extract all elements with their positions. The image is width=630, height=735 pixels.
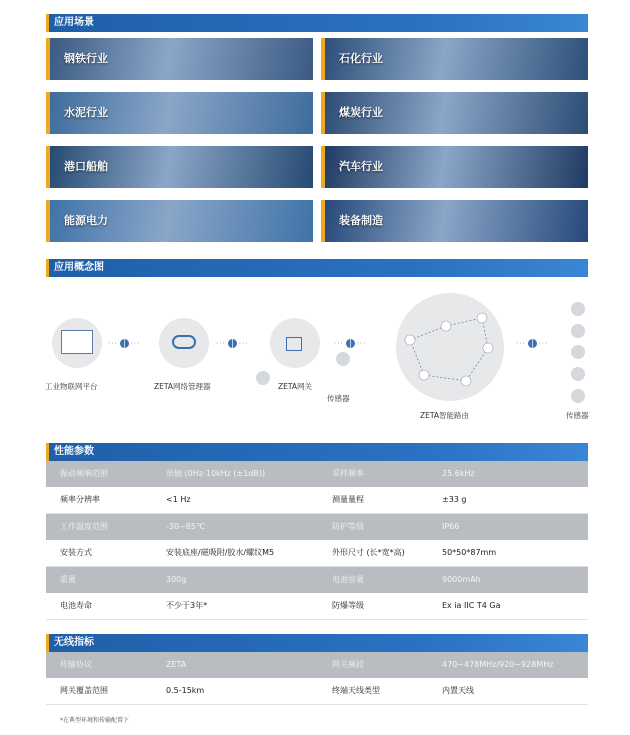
globe-icon (528, 339, 537, 348)
param-label: 工作温度范围 (60, 522, 108, 531)
param-value: 25.6kHz (442, 469, 475, 478)
platform-caption: 工业物联网平台 (45, 382, 98, 391)
house-icon (571, 324, 585, 338)
param-label: 外形尺寸 (长*宽*高) (332, 548, 405, 557)
machine-icon (571, 367, 585, 381)
param-label: 振动频响范围 (60, 469, 108, 478)
industry-tile (46, 92, 313, 134)
param-value: 9000mAh (442, 575, 481, 584)
gateway-caption: ZETA网关 (278, 382, 313, 391)
param-label: 重量 (60, 575, 76, 584)
mesh-links (396, 293, 504, 401)
param-label: 电池容量 (332, 575, 364, 584)
param-label: 防爆等级 (332, 601, 364, 610)
wireless-table (46, 652, 588, 705)
param-label: 电池寿命 (60, 601, 92, 610)
industry-label: 能源电力 (64, 214, 108, 227)
industry-tile (321, 92, 588, 134)
manager-caption: ZETA网络管理器 (154, 382, 211, 391)
industry-label: 水泥行业 (64, 106, 108, 119)
wrench-icon (571, 302, 585, 316)
section-title-applications: 应用场景 (46, 14, 588, 32)
table-row (46, 593, 588, 620)
industry-tile (321, 38, 588, 80)
section-title-performance: 性能参数 (46, 443, 588, 461)
param-value: 安装底座/磁吸附/胶水/螺纹M5 (166, 548, 275, 557)
link-1: ··· ··· (108, 339, 141, 348)
param-label: 防护等级 (332, 522, 364, 531)
table-row (46, 540, 588, 567)
cloud-icon (172, 335, 196, 349)
param-label: 安装方式 (60, 548, 92, 557)
table-row (46, 514, 588, 540)
sensor-icon (336, 352, 350, 366)
param-value: -30~85℃ (166, 522, 205, 531)
gateway-icon (286, 337, 302, 351)
platform-icon (61, 330, 93, 354)
sensor-caption-1: 传感器 (327, 394, 350, 403)
table-row (46, 567, 588, 593)
param-value: ±33 g (442, 495, 467, 504)
link-4: ··· ··· (516, 339, 549, 348)
param-value: 不少于3年* (166, 601, 208, 610)
table-row (46, 678, 588, 705)
section-title-concept: 应用概念图 (46, 259, 588, 277)
industry-tile (321, 146, 588, 188)
factory-icon (571, 345, 585, 359)
industry-label: 石化行业 (339, 52, 383, 65)
param-value: Ex ia IIC T4 Ga (442, 601, 501, 610)
industry-tile (46, 38, 313, 80)
footnote: *在典型环境和传输配置下 (60, 717, 130, 724)
table-row (46, 652, 588, 678)
sensor-icon (256, 371, 270, 385)
param-label: 测量量程 (332, 495, 364, 504)
industry-tile (46, 146, 313, 188)
param-value: 内置天线 (442, 686, 474, 695)
param-value: <1 Hz (166, 495, 191, 504)
industry-label: 汽车行业 (339, 160, 383, 173)
param-value: 470~478MHz/920~928MHz (442, 660, 554, 669)
globe-icon (228, 339, 237, 348)
link-3: ··· ··· (334, 339, 367, 348)
param-label: 网关覆盖范围 (60, 686, 108, 695)
param-label: 频率分辨率 (60, 495, 100, 504)
table-row (46, 461, 588, 487)
globe-icon (120, 339, 129, 348)
globe-icon (346, 339, 355, 348)
param-value: 0.5-15km (166, 686, 205, 695)
industry-label: 港口船舶 (64, 160, 108, 173)
param-label: 网关频段 (332, 660, 364, 669)
param-label: 采样频率 (332, 469, 364, 478)
link-2: ··· ··· (216, 339, 249, 348)
industry-tile (321, 200, 588, 242)
industry-label: 装备制造 (339, 214, 383, 227)
param-value: 50*50*87mm (442, 548, 497, 557)
industry-tile (46, 200, 313, 242)
tool-icon (571, 389, 585, 403)
param-label: 终端天线类型 (332, 686, 380, 695)
param-value: IP66 (442, 522, 460, 531)
param-value: ZETA (166, 660, 187, 669)
router-caption: ZETA智能路由 (420, 411, 470, 420)
performance-table (46, 461, 588, 620)
section-title-wireless: 无线指标 (46, 634, 588, 652)
param-label: 传输协议 (60, 660, 92, 669)
table-row (46, 487, 588, 514)
industry-label: 钢铁行业 (64, 52, 108, 65)
param-value: 单轴 (0Hz-10kHz (±1dB)) (166, 469, 266, 478)
param-value: 300g (166, 575, 187, 584)
industry-label: 煤炭行业 (339, 106, 383, 119)
sensor-caption-2: 传感器 (566, 411, 589, 420)
